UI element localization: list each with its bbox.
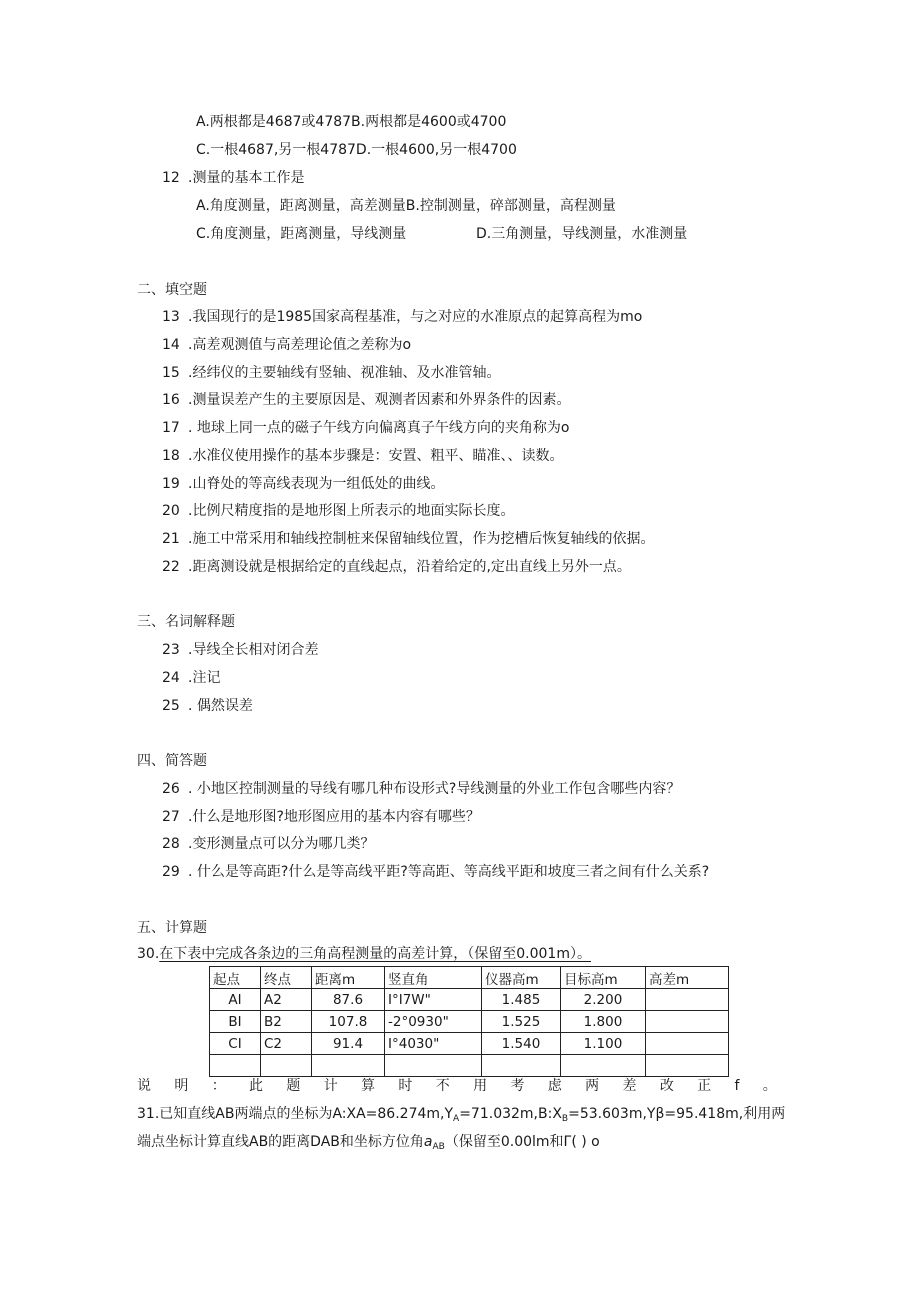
note-char: 此	[249, 1078, 264, 1094]
table-row	[210, 1033, 729, 1055]
q12-option-a-b: A.角度测量，距离测量，高差测量B.控制测量，碎部测量，高程测量	[196, 198, 616, 214]
question-text: .施工中常采用和轴线控制桩来保留轴线位置，作为挖槽后恢复轴线的依据。	[188, 531, 655, 547]
question-number: 24	[162, 670, 180, 686]
cell-end: A2	[261, 989, 312, 1011]
q12-text: .测量的基本工作是	[188, 170, 305, 186]
question-number: 28	[162, 836, 180, 852]
q12-option-c: C.角度测量，距离测量，导线测量	[196, 226, 407, 242]
col-header-distance: 距离m	[312, 967, 385, 989]
question-number: 13	[162, 309, 180, 325]
question-number: 22	[162, 559, 180, 575]
note-char: 算	[361, 1078, 376, 1094]
q31-text-b: =71.032m,B:X	[459, 1106, 562, 1122]
question-text: .经纬仪的主要轴线有竖轴、视准轴、及水准管轴。	[188, 365, 501, 381]
table-blank-row	[210, 1055, 729, 1077]
cell-start: AI	[210, 989, 261, 1011]
q11-option-a-b: A.两根都是4687或4787B.两根都是4600或4700	[196, 114, 507, 130]
question-number: 18	[162, 448, 180, 464]
question-text: . 小地区控制测量的导线有哪几种布设形式?导线测量的外业工作包含哪些内容？	[188, 781, 681, 797]
question-number: 16	[162, 392, 180, 408]
question-number: 17	[162, 420, 180, 436]
question-text: .山脊处的等高线表现为一组低处的曲线。	[188, 476, 445, 492]
question-number: 15	[162, 365, 180, 381]
table-header-row	[210, 967, 729, 989]
note-char: 计	[323, 1078, 338, 1094]
question-text: .高差观测值与高差理论值之差称为o	[188, 337, 412, 353]
question-text: .导线全长相对闭合差	[188, 642, 319, 658]
cell-instrument-height: 1.525	[482, 1011, 561, 1033]
q12-option-d: D.三角测量，导线测量，水准测量	[476, 226, 688, 242]
cell-target-height: 1.100	[561, 1033, 646, 1055]
note-char: 说	[137, 1078, 151, 1094]
q11-option-c-d: C.一根4687,另一根4787D.一根4600,另一根4700	[196, 142, 517, 158]
height-difference-table	[209, 966, 729, 1077]
question-number: 26	[162, 781, 180, 797]
note-char: ：	[211, 1078, 226, 1094]
note-char: 时	[398, 1078, 413, 1094]
cell-end: B2	[261, 1011, 312, 1033]
question-text: .注记	[188, 670, 221, 686]
q31-text-d: 端点坐标计算直线AB的距离DAB和坐标方位角	[137, 1134, 424, 1150]
note-char: 明	[174, 1078, 189, 1094]
note-char: 差	[622, 1078, 637, 1094]
note-char: 两	[585, 1078, 600, 1094]
cell-vertical-angle: I°4030"	[385, 1033, 482, 1055]
cell-target-height: 1.800	[561, 1011, 646, 1033]
q31-text-e: （保留至0.00lm和Γ( ) o	[444, 1134, 600, 1150]
table-note	[137, 1076, 777, 1096]
q12-number: 12	[162, 170, 180, 186]
note-char: 。	[762, 1078, 777, 1094]
table-row	[210, 989, 729, 1011]
question-text: .距离测设就是根据给定的直线起点，沿着给定的,定出直线上另外一点。	[188, 559, 631, 575]
question-text: .变形测量点可以分为哪几类？	[188, 836, 375, 852]
col-header-end: 终点	[261, 967, 312, 989]
q30-text	[137, 944, 591, 964]
question-number: 20	[162, 503, 180, 519]
cell-vertical-angle: -2°0930"	[385, 1011, 482, 1033]
question-text: .什么是地形图?地形图应用的基本内容有哪些？	[188, 809, 480, 825]
section-fill-in-title: 二、填空题	[137, 282, 207, 298]
q31-sub-b: B	[561, 1114, 569, 1124]
section-calculation-title: 五、计算题	[137, 920, 207, 936]
cell-instrument-height: 1.485	[482, 989, 561, 1011]
question-text: .比例尺精度指的是地形图上所表示的地面实际长度。	[188, 503, 515, 519]
cell-vertical-angle: I°I7W"	[385, 989, 482, 1011]
question-text: .测量误差产生的主要原因是、观测者因素和外界条件的因素。	[188, 392, 571, 408]
col-header-height-difference: 高差m	[646, 967, 729, 989]
question-text: . 什么是等高距?什么是等高线平距?等高距、等高线平距和坡度三者之间有什么关系?	[188, 864, 710, 880]
q31-line-2	[137, 1132, 600, 1157]
cell-height-difference	[646, 1011, 729, 1033]
col-header-instrument-height: 仪器高m	[482, 967, 561, 989]
question-text: .水准仪使用操作的基本步骤是：安置、粗平、瞄准、、读数。	[188, 448, 564, 464]
question-number: 14	[162, 337, 180, 353]
note-char: 考	[510, 1078, 525, 1094]
question-text: . 偶然误差	[188, 698, 253, 714]
cell-height-difference	[646, 989, 729, 1011]
note-char: 题	[286, 1078, 301, 1094]
question-number: 29	[162, 864, 180, 880]
question-number: 25	[162, 698, 180, 714]
question-number: 21	[162, 531, 180, 547]
section-short-answer-title: 四、简答题	[137, 753, 207, 769]
q31-text-c: =53.603m,Yβ=95.418m,利用两	[568, 1106, 786, 1122]
cell-height-difference	[646, 1033, 729, 1055]
note-char: 正	[697, 1078, 712, 1094]
q31-alpha: a	[423, 1134, 433, 1150]
q31-line-1	[137, 1104, 785, 1129]
q30-number: 30.	[137, 946, 160, 962]
table-row	[210, 1011, 729, 1033]
question-text: .我国现行的是1985国家高程基准，与之对应的水准原点的起算高程为mo	[188, 309, 643, 325]
q31-alpha-sub: AB	[432, 1142, 445, 1152]
question-number: 27	[162, 809, 180, 825]
cell-distance: 87.6	[312, 989, 385, 1011]
col-header-start: 起点	[210, 967, 261, 989]
q30-statement: 在下表中完成各条边的三角高程测量的高差计算，（保留至0.001m）。	[159, 946, 591, 962]
question-text: . 地球上同一点的磁子午线方向偏离真子午线方向的夹角称为o	[188, 420, 570, 436]
cell-start: CI	[210, 1033, 261, 1055]
note-char: 用	[473, 1078, 488, 1094]
note-char: 改	[659, 1078, 674, 1094]
cell-end: C2	[261, 1033, 312, 1055]
cell-target-height: 2.200	[561, 989, 646, 1011]
col-header-target-height: 目标高m	[561, 967, 646, 989]
note-char: 不	[435, 1078, 450, 1094]
q31-sub-a: A	[453, 1114, 460, 1124]
cell-start: BI	[210, 1011, 261, 1033]
note-char: 虑	[547, 1078, 562, 1094]
cell-instrument-height: 1.540	[482, 1033, 561, 1055]
cell-distance: 91.4	[312, 1033, 385, 1055]
col-header-vertical-angle: 竖直角	[385, 967, 482, 989]
cell-distance: 107.8	[312, 1011, 385, 1033]
q31-text-a: 31.已知直线AB两端点的坐标为A:XA=86.274m,Y	[137, 1106, 454, 1122]
section-definitions-title: 三、名词解释题	[137, 614, 235, 630]
note-char: f	[734, 1078, 740, 1094]
question-number: 23	[162, 642, 180, 658]
question-number: 19	[162, 476, 180, 492]
